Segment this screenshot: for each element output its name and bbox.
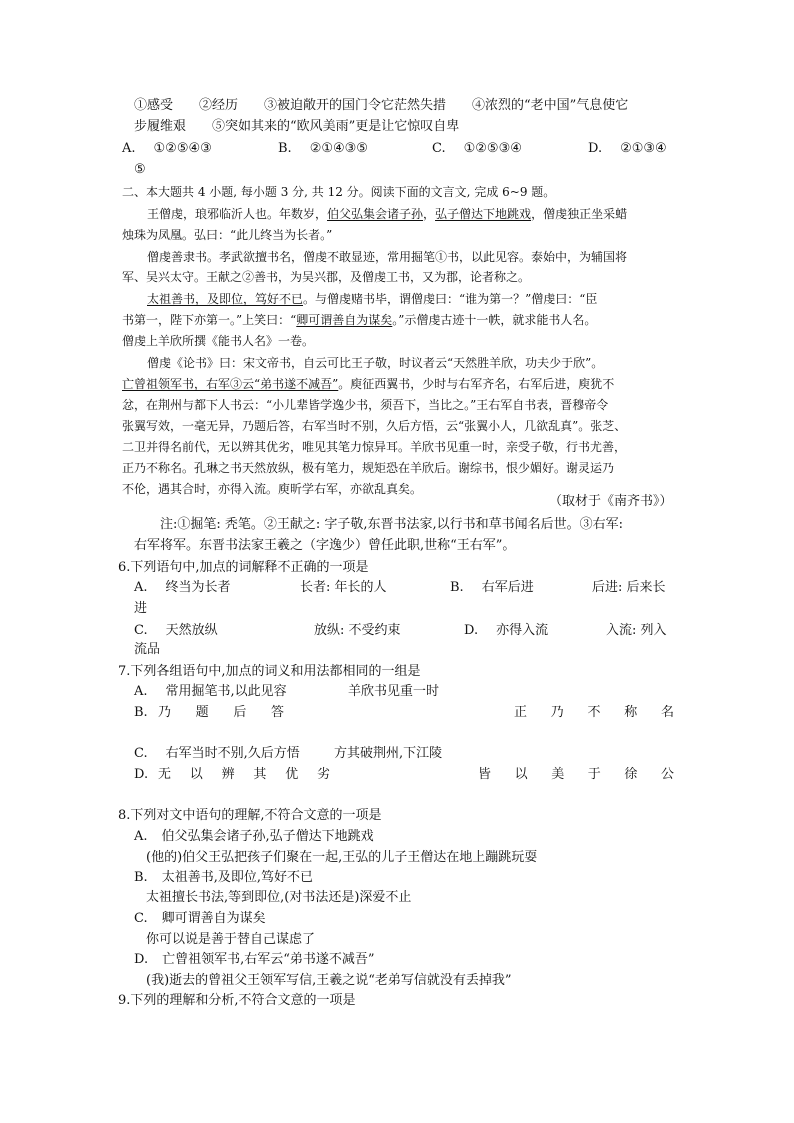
- q8-option-a: A. 伯父弘集会诸子孙,弘子僧达下地跳戏: [134, 829, 374, 844]
- q6-option-d-wrap: 流品: [134, 642, 161, 657]
- passage-p4-line5: 二卫并得名前代，无以辨其优劣，唯见其笔力惊异耳。羊欣书见重一时，亲受子敬，行书尤善，: [122, 440, 627, 454]
- q6-option-c-gloss: 放纵: 不受约束: [314, 623, 401, 638]
- notes-line-2: 右军将军。东晋书法家王羲之（字逸少）曾任此职,世称“王右军”。: [134, 538, 516, 553]
- q6-option-d: D. 亦得入流: [464, 623, 549, 638]
- passage-p1-line2: 烛珠为凤凰。弘曰：“此儿终当为长者。”: [122, 228, 333, 242]
- q8-stem: 8.下列对文中语句的理解,不符合文意的一项是: [118, 808, 382, 823]
- q7-option-b-left: 乃 题 后 答: [158, 705, 284, 720]
- q6-stem: 6.下列语句中,加点的词解释不正确的一项是: [118, 560, 369, 575]
- q8-option-c-explain: 你可以说是善于替自己谋虑了: [146, 932, 316, 947]
- passage-p3-line3: 僧虔上羊欣所撰《能书人名》一卷。: [122, 334, 315, 348]
- passage-p4-line3: 忿，在荆州与都下人书云：“小儿辈皆学逸少书，须吾下，当比之。”王右军自书表，晋穆帝令: [122, 398, 609, 412]
- q7-option-d-left: 无 以 辨 其 优 劣: [158, 767, 330, 782]
- q6-option-b: B. 右军后进: [450, 580, 534, 595]
- list-line-2: 步履维艰 ⑤突如其来的“欧风美雨”更是让它惊叹自卑: [134, 119, 460, 134]
- notes-line-1: 注:①掘笔: 秃笔。②王献之: 字子敬,东晋书法家,以行书和草书闻名后世。③右军:: [160, 517, 624, 532]
- q7-option-b-letter: B.: [134, 705, 148, 720]
- passage-p1-line1: 王僧虔，琅邪临沂人也。年数岁，伯父弘集会诸子孙，弘子僧达下地跳戏，僧虔独正坐采蜡: [147, 207, 628, 221]
- q6-option-a: A. 终当为长者: [134, 580, 231, 595]
- passage-p4-line4: 张翼写效，一毫无异，乃题后答，右军当时不别，久后方悟，云“张翼小人，几欲乱真”。张芝、: [122, 419, 627, 433]
- q6-option-d-gloss: 入流: 列入: [606, 623, 667, 638]
- list-line-1: ①感受 ②经历 ③被迫敞开的国门令它茫然失措 ④浓烈的“老中国”气息使它: [134, 98, 629, 113]
- q5-option-a: A. ①②⑤④③: [122, 141, 212, 156]
- passage-p4-line6: 正乃不称名。孔琳之书天然放纵，极有笔力，规矩恐在羊欣后。谢综书，恨少媚好。谢灵运乃: [122, 461, 615, 475]
- q6-option-b-gloss: 后进: 后来长: [592, 580, 666, 595]
- q8-option-c: C. 卿可谓善自为谋矣: [134, 911, 266, 926]
- q6-option-a-gloss: 长者: 年长的人: [300, 580, 387, 595]
- q7-option-a: A. 常用掘笔书,以此见容: [134, 684, 287, 699]
- q8-option-b: B. 太祖善书,及即位,笃好不已: [134, 870, 313, 885]
- passage-p4-line2: 亡曾祖领军书，右军③云“弟书遂不减吾”。庾征西翼书，少时与右军齐名，右军后进，庾犹不: [122, 377, 615, 391]
- section-header: 二、本大题共 4 小题, 每小题 3 分, 共 12 分。阅读下面的文言文, 完成 6~9 题。: [122, 185, 556, 199]
- q9-stem: 9.下列的理解和分析,不符合文意的一项是: [118, 993, 356, 1008]
- passage-p3-line2: 书第一，陛下亦第一。”上笑曰：“卿可谓善自为谋矣。”示僧虔古迹十一帙，就求能书人名。: [122, 313, 597, 327]
- q8-option-b-explain: 太祖擅长书法,等到即位,(对书法还是)深爱不止: [146, 890, 412, 905]
- q5-option-c: C. ①②⑤③④: [432, 141, 522, 156]
- passage-p4-line1: 僧虔《论书》曰：宋文帝书，自云可比王子敬，时议者云“天然胜羊欣，功夫少于欣”。: [147, 356, 604, 370]
- passage-p4-line7: 不伦，遇其合时，亦得入流。庾昕学右军，亦欲乱真矣。: [122, 482, 423, 496]
- q8-option-d-explain: (我)逝去的曾祖父王领军写信,王羲之说“老弟写信就没有丢掉我”: [146, 973, 512, 988]
- passage-p2-line1: 僧虔善隶书。孝武欲擅书名，僧虔不敢显迹，常用掘笔①书，以此见容。泰始中，为辅国将: [147, 250, 628, 264]
- q7-option-d-right: 皆 以 美 于 徐 公: [478, 767, 674, 782]
- q6-option-c: C. 天然放纵: [134, 623, 218, 638]
- q5-option-d: D. ②①③④: [588, 141, 667, 156]
- q7-option-a-right: 羊欣书见重一时: [348, 684, 440, 699]
- q7-option-d-letter: D.: [134, 767, 149, 782]
- q5-option-d-wrap: ⑤: [134, 162, 146, 177]
- q7-stem: 7.下列各组语句中,加点的词义和用法都相同的一组是: [118, 664, 421, 679]
- q8-option-a-explain: (他的)伯父王弘把孩子们聚在一起,王弘的儿子王僧达在地上蹦跳玩耍: [146, 850, 538, 865]
- q7-option-c-right: 方其破荆州,下江陵: [334, 746, 443, 761]
- q6-option-b-wrap: 进: [134, 601, 148, 616]
- q7-option-b-right: 正 乃 不 称 名: [514, 705, 674, 720]
- q8-option-d: D. 亡曾祖领军书,右军云“弟书遂不减吾”: [134, 952, 375, 967]
- q5-option-b: B. ②①④③⑤: [278, 141, 368, 156]
- source-citation: （取材于《南齐书》）: [549, 494, 673, 509]
- passage-p3-line1: 太祖善书，及即位，笃好不已。与僧虔赌书毕，谓僧虔曰：“谁为第一？”僧虔曰：“臣: [147, 292, 598, 306]
- passage-p2-line2: 军、吴兴太守。王献之②善书，为吴兴郡，及僧虔工书，又为郡，论者称之。: [122, 270, 531, 284]
- q7-option-c: C. 右军当时不别,久后方悟: [134, 746, 300, 761]
